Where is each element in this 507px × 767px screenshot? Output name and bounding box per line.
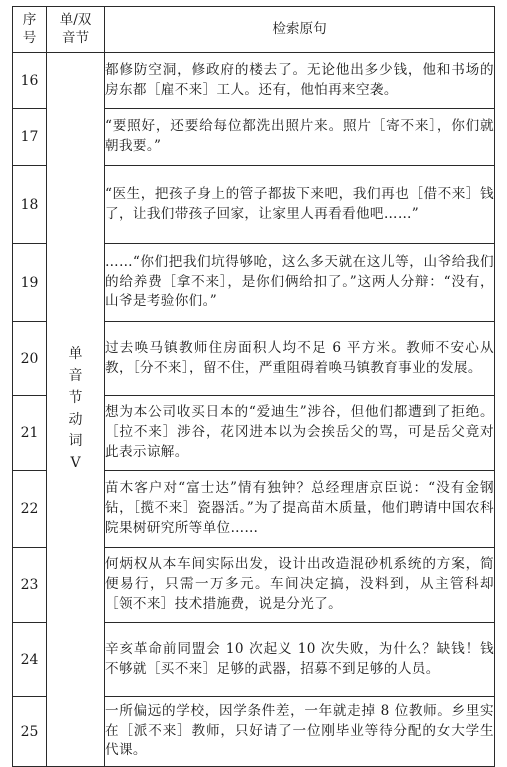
header-type-line1: 单/双 bbox=[59, 12, 92, 29]
row-sentence: 一所偏远的学校，因学条件差，一年就走掉 8 位教师。乡里实在［派不来］教师，只好请了一位刚毕业等待分配的女大学生代课。 bbox=[105, 697, 495, 767]
row-seq: 24 bbox=[13, 623, 47, 697]
header-type bbox=[47, 7, 105, 53]
row-sentence: 苗木客户对“富士达”情有独钟？总经理唐京臣说：“没有金钢钻，［揽不来］瓷器活。”为了提高苗木质量，他们聘请中国农科院果树研究所等单位…… bbox=[105, 471, 495, 548]
row-seq: 23 bbox=[13, 548, 47, 623]
row-seq: 25 bbox=[13, 697, 47, 767]
header-seq-line1: 序 bbox=[22, 12, 37, 29]
category-char: 动 bbox=[68, 411, 83, 428]
header-sentence: 检索原句 bbox=[105, 7, 495, 53]
row-sentence: ……“你们把我们坑得够呛，这么多天就在这儿等，山爷给我们的给养费［拿不来］，是你们俩给扣了。”这两人分辩：“没有，山爷是考验你们。” bbox=[105, 244, 495, 322]
category-char: 音 bbox=[68, 368, 83, 385]
corpus-table bbox=[12, 6, 495, 767]
row-seq: 22 bbox=[13, 471, 47, 548]
category-char: 词 bbox=[68, 433, 83, 450]
row-sentence: “要照好，还要给每位都洗出照片来。照片［寄不来］，你们就朝我要。” bbox=[105, 109, 495, 166]
header-seq-line2: 号 bbox=[22, 29, 37, 46]
category-cell bbox=[47, 53, 105, 767]
row-seq: 18 bbox=[13, 166, 47, 244]
row-sentence: 想为本公司收买日本的“爱迪生”涉谷，但他们都遭到了拒绝。［拉不来］涉谷，花冈进本以为会挨岳父的骂，可是岳父竟对此表示谅解。 bbox=[105, 396, 495, 471]
header-row bbox=[13, 7, 495, 53]
row-seq: 19 bbox=[13, 244, 47, 322]
row-seq: 17 bbox=[13, 109, 47, 166]
header-type-line2: 音节 bbox=[61, 29, 90, 46]
row-sentence: 过去唤马镇教师住房面积人均不足 6 平方米。教师不安心从教，［分不来］，留不住，严重阻碍着唤马镇教育事业的发展。 bbox=[105, 322, 495, 396]
row-seq: 20 bbox=[13, 322, 47, 396]
row-seq: 16 bbox=[13, 53, 47, 109]
header-seq bbox=[13, 7, 47, 53]
category-char: V bbox=[70, 454, 81, 471]
row-sentence: 都修防空洞，修政府的楼去了。无论他出多少钱，他和书场的房东都［雇不来］工人。还有，他怕再来空袭。 bbox=[105, 53, 495, 109]
category-char: 节 bbox=[68, 389, 83, 406]
row-sentence: “医生，把孩子身上的管子都拔下来吧，我们再也［借不来］钱了，让我们带孩子回家，让家里人再看看他吧……” bbox=[105, 166, 495, 244]
row-sentence: 辛亥革命前同盟会 10 次起义 10 次失败，为什么？缺钱！钱不够就［买不来］足够的武器，招募不到足够的人员。 bbox=[105, 623, 495, 697]
row-seq: 21 bbox=[13, 396, 47, 471]
row-sentence: 何炳权从本车间实际出发，设计出改造混砂机系统的方案，简便易行，只需一万多元。车间决定搞，没料到，从主管科却［领不来］技术措施费，说是分光了。 bbox=[105, 548, 495, 623]
table-row bbox=[13, 53, 495, 109]
category-char: 单 bbox=[68, 346, 83, 363]
